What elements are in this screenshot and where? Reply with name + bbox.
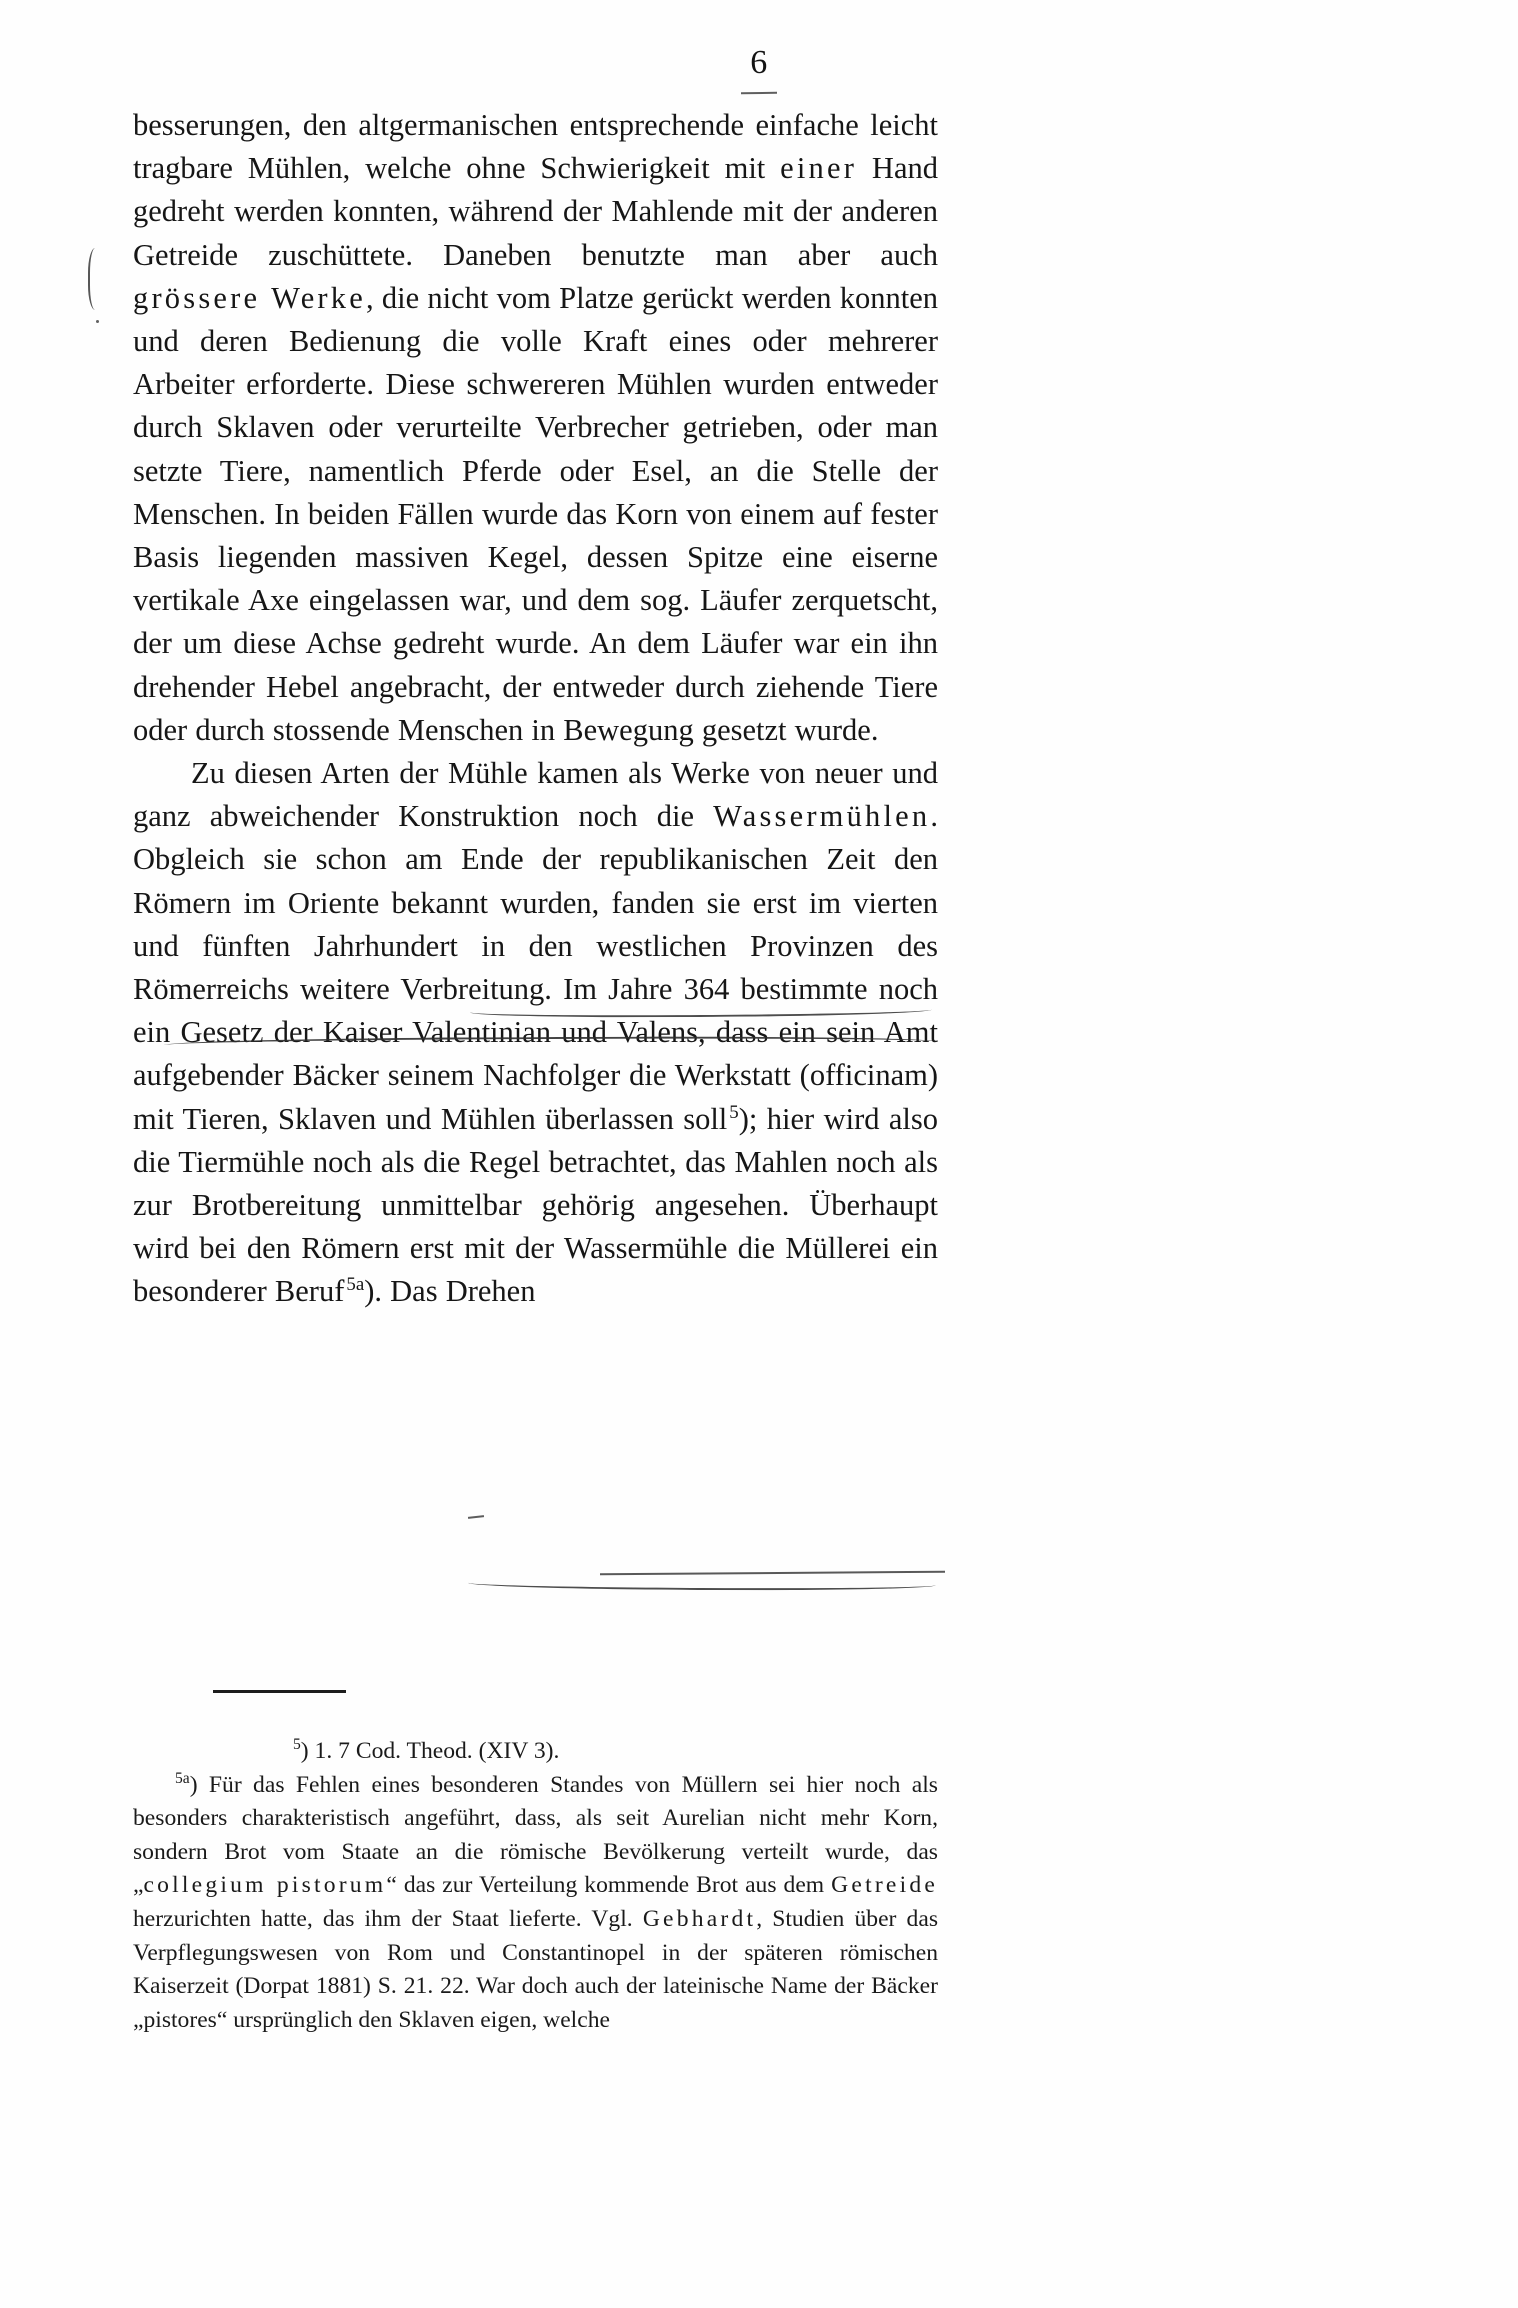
folio-rule bbox=[741, 92, 777, 94]
emphasis-letterspaced: Gebhardt bbox=[642, 1905, 757, 1932]
margin-dot-annotation bbox=[96, 320, 99, 323]
footnote-entry: $^{5a}$) Für das Fehlen eines besonderen Standes von Müllern sei hier noch als besonders charakteristisch angeführt, dass, als seit Aurelian nicht mehr Korn, sondern Brot vom Staate an die römische Bevölkerung verteilt wurde, das „collegium pistorum“ das zur Verteilung kommende Brot aus dem Getreide herzurichten hatte, das ihm der Staat lieferte. Vgl. Gebhardt, Studien über das Verpflegungswesen von Rom und Constantinopel in der späteren römischen Kaiserzeit (Dorpat 1881) S. 21. 22. War doch auch der lateinische Name der Bäcker „pistores“ ursprünglich den Sklaven eigen, welche bbox=[133, 1769, 938, 2033]
emphasis-letterspaced: grössere Werke bbox=[133, 280, 366, 315]
emphasis-letterspaced: einer bbox=[780, 151, 858, 186]
footnote-block bbox=[133, 1735, 938, 2037]
margin-bracket-annotation bbox=[88, 248, 106, 310]
caret-annotation bbox=[468, 1515, 484, 1519]
footnote-reference[interactable]: 5a bbox=[346, 1274, 365, 1296]
footnote-marker: 5a bbox=[175, 1769, 190, 1787]
footnote-reference[interactable]: 5 bbox=[729, 1101, 739, 1123]
page-header bbox=[0, 44, 1518, 82]
footnote-entry: $^5$) 1. 7 Cod. Theod. (XIV 3). bbox=[293, 1736, 560, 1764]
emphasis-letterspaced: Getreide bbox=[831, 1872, 938, 1899]
body-paragraph: besserungen, den altgermanischen entsprechende einfache leicht tragbare Mühlen, welche ohne Schwierigkeit mit einer Hand gedreht werden konnten, während der Mahlende mit der anderen Getreide zuschüttete. Daneben benutzte man aber auch grössere Werke, die nicht vom Platze gerückt werden konnten und deren Bedienung die volle Kraft eines oder mehrerer Arbeiter erforderte. Diese schwereren Mühlen wurden entweder durch Sklaven oder verurteilte Verbrecher getrieben, oder man setzte Tiere, namentlich Pferde oder Esel, an die Stelle der Menschen. In beiden Fällen wurde das Korn von einem auf fester Basis liegenden massiven Kegel, dessen Spitze eine eiserne vertikale Axe eingelassen war, und dem sog. Läufer zerquetscht, der um diese Achse gedreht wurde. An dem Läufer war ein ihn drehender Hebel angebracht, der entweder durch ziehende Tiere oder durch stossende Menschen in Bewegung gesetzt wurde. bbox=[133, 108, 939, 747]
folio-number: 6 bbox=[750, 44, 768, 81]
underline-annotation-4 bbox=[600, 1571, 945, 1575]
emphasis-letterspaced: collegium pistorum bbox=[143, 1872, 387, 1899]
body-text-block bbox=[133, 104, 938, 1314]
body-paragraph: Zu diesen Arten der Mühle kamen als Werke von neuer und ganz abweichender Konstruktion noch die Wassermühlen. Obgleich sie schon am Ende der republikanischen Zeit den Römern im Oriente bekannt wurden, fanden sie erst im vierten und fünften Jahrhundert in den westlichen Provinzen des Römerreichs weitere Verbreitung. Im Jahre 364 bestimmte noch ein Gesetz der Kaiser Valentinian und Valens, dass ein sein Amt aufgebender Bäcker seinem Nachfolger die Werkstatt (officinam) mit Tieren, Sklaven und Mühlen überlassen soll $^5$); hier wird also die Tiermühle noch als die Regel betrachtet, das Mahlen noch als zur Brotbereitung unmittelbar gehörig angesehen. Überhaupt wird bei den Römern erst mit der Wassermühle die Müllerei ein besonderer Beruf $^{5a}$). Das Drehen bbox=[133, 756, 939, 1309]
emphasis-letterspaced: Wassermühlen bbox=[713, 799, 931, 834]
footnote-marker: 5 bbox=[293, 1736, 301, 1754]
underline-annotation-3 bbox=[468, 1577, 936, 1591]
footnote-separator bbox=[213, 1690, 346, 1693]
